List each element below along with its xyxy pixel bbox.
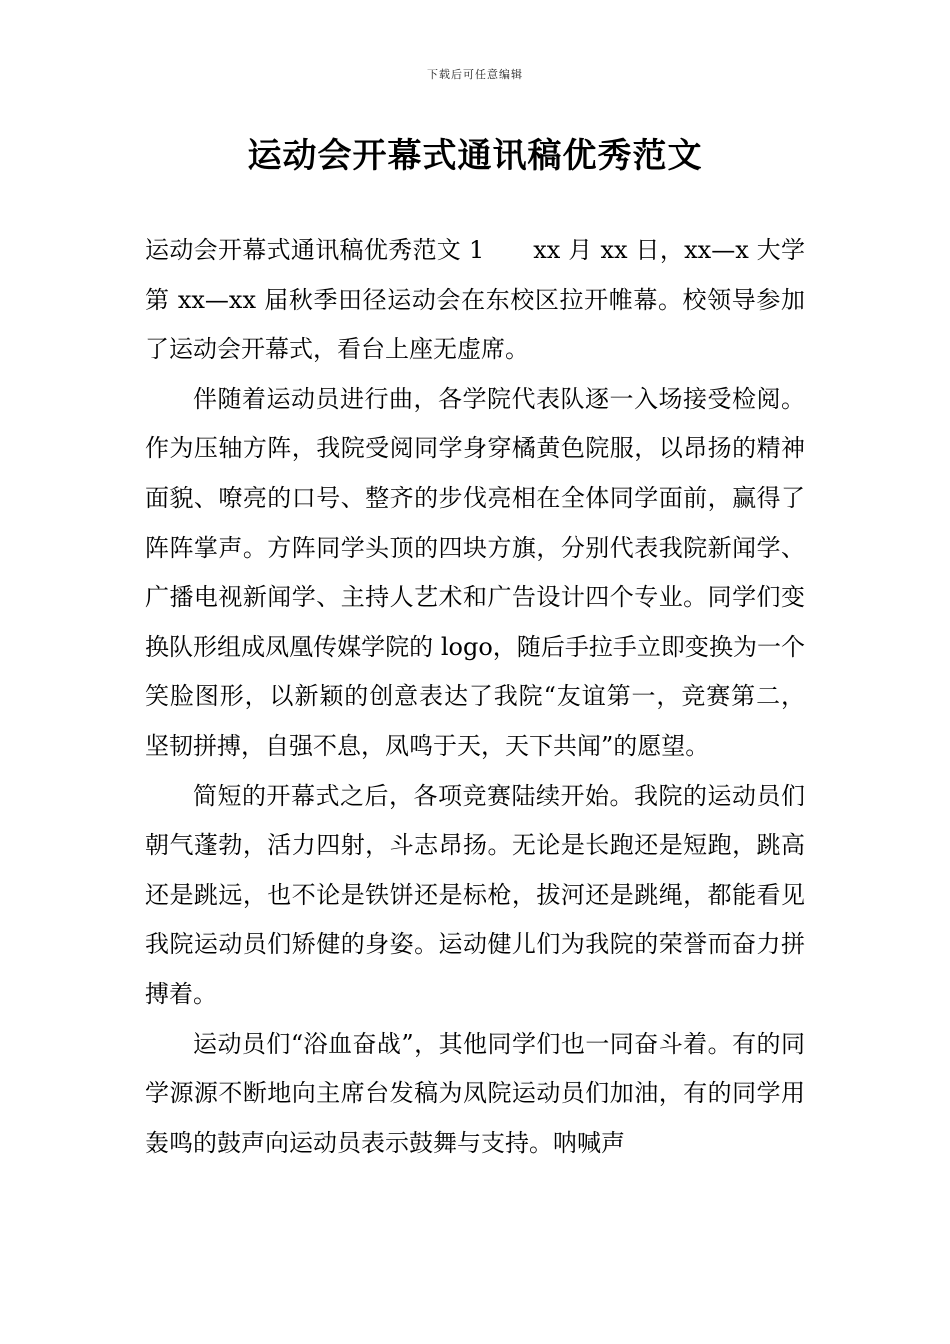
paragraph-4: 运动员们“浴血奋战”，其他同学们也一同奋斗着。有的同学源源不断地向主席台发稿为凤院运动员们加油，有的同学用轰鸣的鼓声向运动员表示鼓舞与支持。呐喊声 bbox=[145, 1029, 805, 1157]
paragraph-2: 伴随着运动员进行曲，各学院代表队逐一入场接受检阅。作为压轴方阵，我院受阅同学身穿橘黄色院服，以昂扬的精神面貌、嘹亮的口号、整齐的步伐亮相在全体同学面前，赢得了阵阵掌声。方阵同学头顶的四块方旗，分别代表我院新闻学、广播电视新闻学、主持人艺术和广告设计四个专业。同学们变换队形组成凤凰传媒学院的 logo，随后手拉手立即变换为一个笑脸图形，以新颖的创意表达了我院“友谊第一，竞赛第二，坚韧拼搏，自强不息，凤鸣于天，天下共闻”的愿望。 bbox=[145, 384, 805, 760]
paragraph-1: 运动会开幕式通讯稿优秀范文 1 xx 月 xx 日，xx—x 大学第 xx—xx 届秋季田径运动会在东校区拉开帷幕。校领导参加了运动会开幕式，看台上座无虚席。 bbox=[145, 236, 805, 364]
header-note: 下载后可任意编辑 bbox=[427, 68, 523, 81]
document-title: 运动会开幕式通讯稿优秀范文 bbox=[247, 136, 703, 176]
document-body bbox=[145, 226, 805, 1168]
paragraph-3: 简短的开幕式之后，各项竞赛陆续开始。我院的运动员们朝气蓬勃，活力四射，斗志昂扬。无论是长跑还是短跑，跳高还是跳远，也不论是铁饼还是标枪，拔河还是跳绳，都能看见我院运动员们矫健的身姿。运动健儿们为我院的荣誉而奋力拼搏着。 bbox=[145, 781, 805, 1008]
